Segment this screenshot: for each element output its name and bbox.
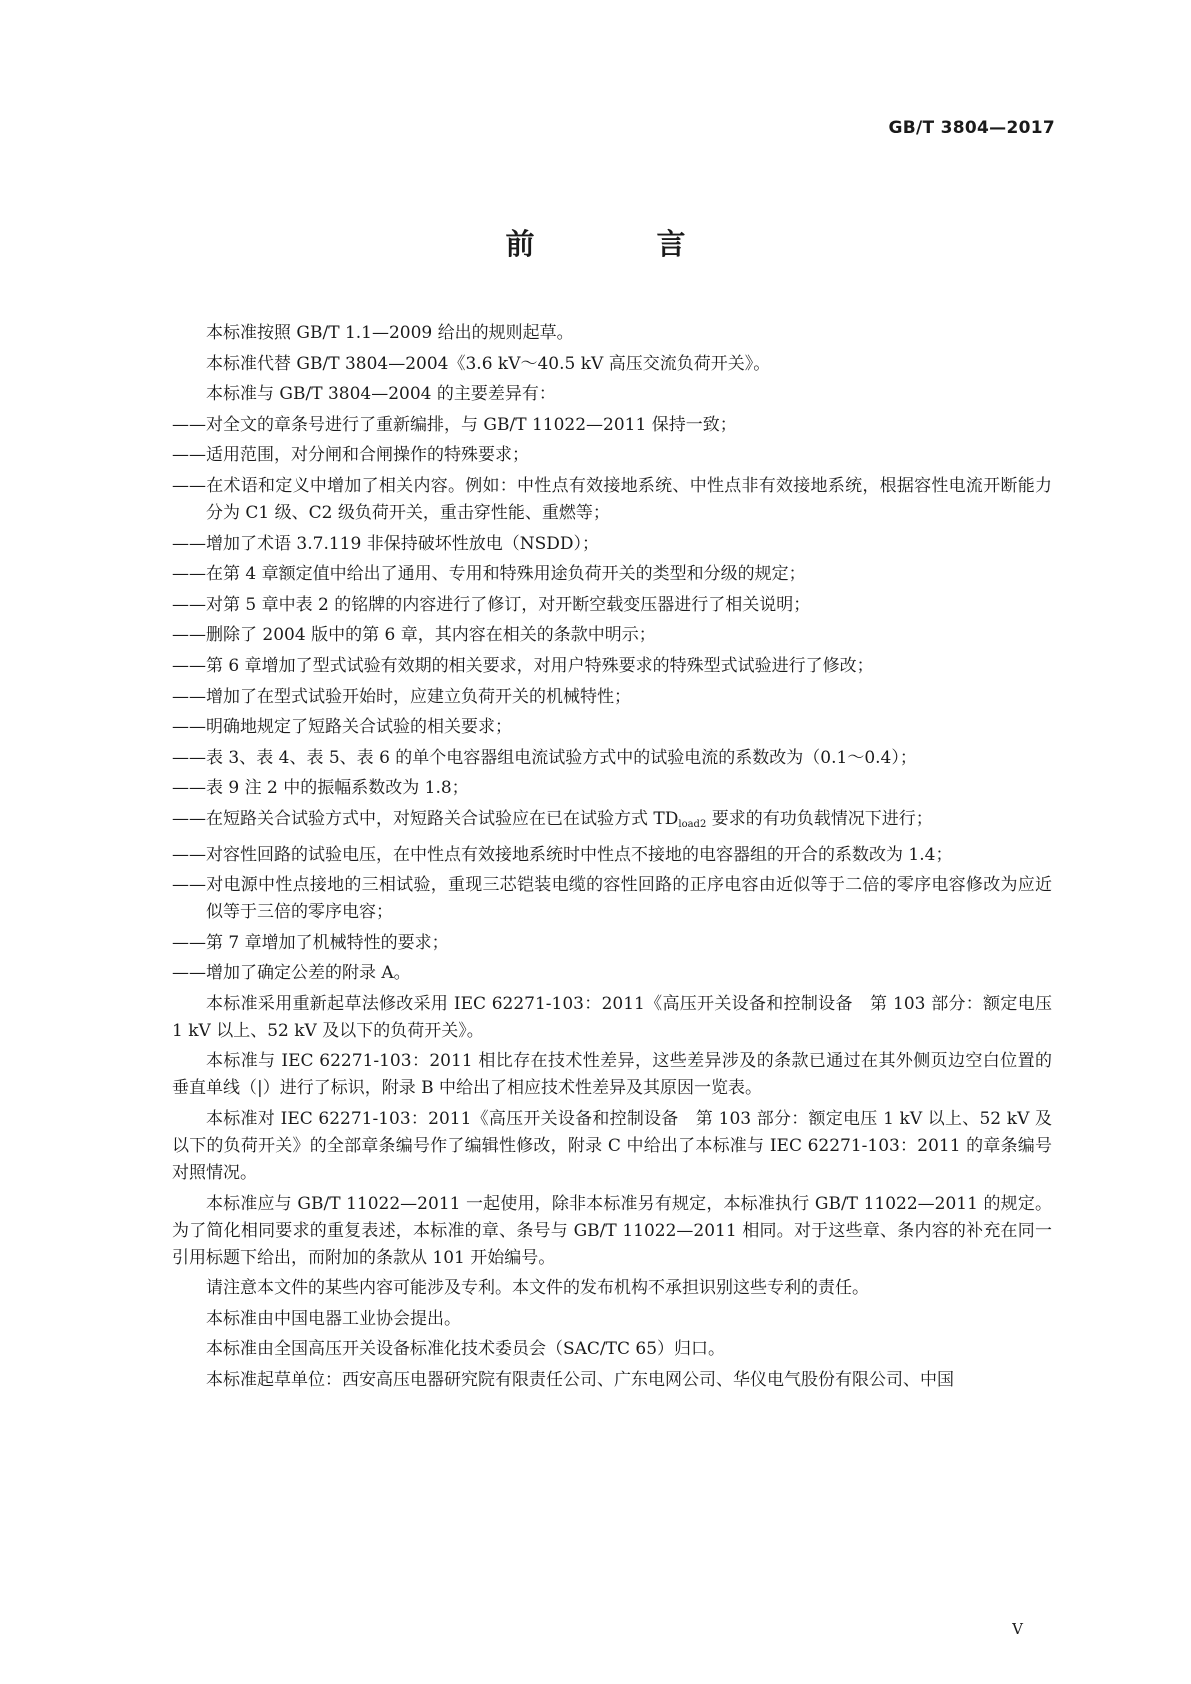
list-dash: —— [172, 747, 206, 768]
list-item-text: 表 3、表 4、表 5、表 6 的单个电容器组电流试验方式中的试验电流的系数改为（0.1～0.4）； [206, 747, 917, 768]
list-dash: —— [172, 564, 206, 585]
list-item-text: 增加了术语 3.7.119 非保持破坏性放电（NSDD）； [206, 533, 599, 554]
list-dash: —— [172, 655, 206, 676]
list-item-text: 删除了 2004 版中的第 6 章，其内容在相关的条款中明示； [206, 625, 656, 646]
paragraph: 本标准采用重新起草法修改采用 IEC 62271-103：2011《高压开关设备和控制设备 第 103 部分：额定电压 1 kV 以上、52 kV 及以下的负荷开关》。 [172, 993, 1052, 1041]
list-dash: —— [172, 932, 206, 953]
list-item-text: 要求的有功负载情况下进行； [706, 808, 933, 829]
list-item [172, 653, 1052, 680]
list-item [172, 930, 1052, 957]
list-item-td-load [172, 806, 1052, 838]
list-item-text: 增加了确定公差的附录 A。 [206, 963, 411, 984]
td-subscript: load2 [678, 818, 707, 830]
list-item-text: 对容性回路的试验电压，在中性点有效接地系统时中性点不接地的电容器组的开合的系数改为 1.4； [206, 844, 953, 865]
list-item-text: 表 9 注 2 中的振幅系数改为 1.8； [206, 778, 469, 799]
list-item-text: 适用范围，对分闸和合闸操作的特殊要求； [206, 445, 529, 466]
list-item-text: 明确地规定了短路关合试验的相关要求； [206, 717, 512, 738]
list-item [172, 622, 1052, 649]
list-item [172, 775, 1052, 802]
page-title: 前 言 [505, 227, 742, 261]
standard-code: GB/T 3804—2017 [888, 118, 1055, 138]
list-item-text: 在术语和定义中增加了相关内容。例如：中性点有效接地系统、中性点非有效接地系统，根据容性电流开断能力分为 C1 级、C2 级负荷开关，重击穿性能、重燃等； [206, 475, 1052, 523]
list-item-text: 对第 5 章中表 2 的铭牌的内容进行了修订，对开断空载变压器进行了相关说明； [206, 594, 811, 615]
list-dash: —— [172, 414, 206, 435]
paragraph: 本标准与 GB/T 3804—2004 的主要差异有： [206, 384, 556, 405]
list-dash: —— [172, 808, 206, 829]
list-dash: —— [172, 475, 206, 496]
list-dash: —— [172, 445, 206, 466]
list-dash: —— [172, 717, 206, 738]
list-item-text: 第 6 章增加了型式试验有效期的相关要求，对用户特殊要求的特殊型式试验进行了修改； [206, 655, 874, 676]
list-dash: —— [172, 963, 206, 984]
paragraph: 本标准按照 GB/T 1.1—2009 给出的规则起草。 [206, 323, 574, 343]
list-dash: —— [172, 875, 206, 896]
list-item [172, 745, 1052, 772]
list-item [172, 561, 1052, 588]
list-item [172, 872, 1052, 926]
list-dash: —— [172, 778, 206, 799]
list-item [172, 684, 1052, 711]
paragraph: 本标准起草单位：西安高压电器研究院有限责任公司、广东电网公司、华仪电气股份有限公司、中国 [206, 1370, 954, 1391]
list-item-text: 在短路关合试验方式中，对短路关合试验应在已在试验方式 TD [206, 808, 679, 829]
page-number: V [1012, 1620, 1023, 1638]
document-body [172, 320, 1052, 1398]
list-dash: —— [172, 844, 206, 865]
list-item [172, 842, 1052, 869]
list-dash: —— [172, 533, 206, 554]
list-item-text: 对全文的章条号进行了重新编排，与 GB/T 11022—2011 保持一致； [206, 414, 737, 435]
paragraph: 本标准对 IEC 62271-103：2011《高压开关设备和控制设备 第 103 部分：额定电压 1 kV 以上、52 kV 及以下的负荷开关》的全部章条编号作了编辑性修改，附录 C 中给出了本标准与 IEC 62271-103：2011 的章条编号对照情况。 [172, 1109, 1052, 1184]
list-item [172, 714, 1052, 741]
list-item [172, 960, 1052, 987]
list-dash: —— [172, 686, 206, 707]
paragraph: 请注意本文件的某些内容可能涉及专利。本文件的发布机构不承担识别这些专利的责任。 [206, 1278, 869, 1299]
paragraph: 本标准应与 GB/T 11022—2011 一起使用，除非本标准另有规定，本标准执行 GB/T 11022—2011 的规定。为了简化相同要求的重复表述，本标准的章、条号与 GB/T 11022—2011 相同。对于这些章、条内容的补充在同一引用标题下给出，而附加的条款从 101 开始编号。 [172, 1193, 1052, 1268]
paragraph: 本标准代替 GB/T 3804—2004《3.6 kV～40.5 kV 高压交流负荷开关》。 [206, 353, 771, 374]
paragraph: 本标准与 IEC 62271-103：2011 相比存在技术性差异，这些差异涉及的条款已通过在其外侧页边空白位置的垂直单线（|）进行了标识，附录 B 中给出了相应技术性差异及其原因一览表。 [172, 1051, 1052, 1099]
paragraph: 本标准由中国电器工业协会提出。 [206, 1308, 461, 1329]
list-item-text: 对电源中性点接地的三相试验，重现三芯铠装电缆的容性回路的正序电容由近似等于二倍的零序电容修改为应近似等于三倍的零序电容； [206, 875, 1052, 923]
list-item-text: 在第 4 章额定值中给出了通用、专用和特殊用途负荷开关的类型和分级的规定； [206, 564, 806, 585]
list-dash: —— [172, 594, 206, 615]
list-item [172, 473, 1052, 527]
list-item [172, 442, 1052, 469]
list-item [172, 412, 1052, 439]
list-dash: —— [172, 625, 206, 646]
list-item [172, 592, 1052, 619]
paragraph: 本标准由全国高压开关设备标准化技术委员会（SAC/TC 65）归口。 [206, 1339, 726, 1360]
list-item-text: 第 7 章增加了机械特性的要求； [206, 932, 449, 953]
list-item-text: 增加了在型式试验开始时，应建立负荷开关的机械特性； [206, 686, 631, 707]
list-item [172, 531, 1052, 558]
